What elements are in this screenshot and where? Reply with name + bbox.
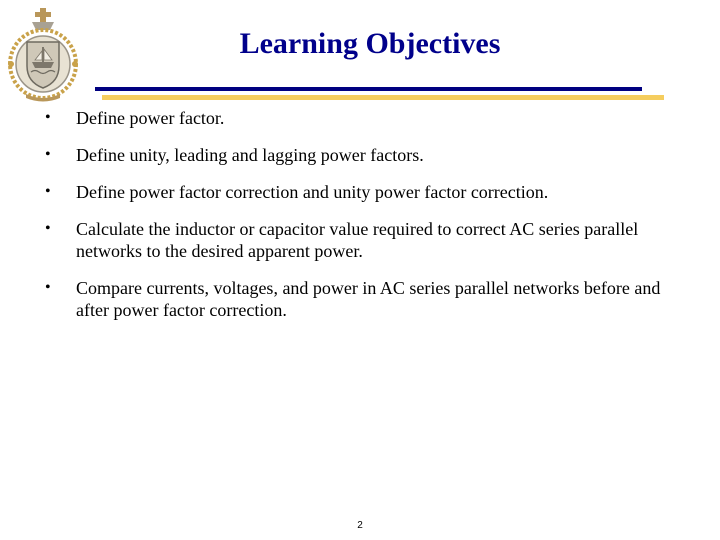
page-number: 2 xyxy=(357,520,363,531)
bullet-icon: • xyxy=(45,146,51,163)
bullet-icon: • xyxy=(45,183,51,200)
bullet-icon: • xyxy=(45,279,51,296)
objective-text: Compare currents, voltages, and power in AC series parallel networks before and after power factor correction. xyxy=(76,278,661,320)
objective-item xyxy=(41,277,681,321)
objective-text: Define power factor correction and unity power factor correction. xyxy=(76,182,549,202)
objective-item xyxy=(41,107,681,129)
title-underline-primary xyxy=(95,87,642,91)
objective-item xyxy=(41,181,681,203)
objective-item xyxy=(41,218,681,262)
bullet-icon: • xyxy=(45,220,51,237)
bullet-icon: • xyxy=(45,109,51,126)
objective-text: Define power factor. xyxy=(76,108,225,128)
objective-text: Calculate the inductor or capacitor value required to correct AC series parallel networks to the desired apparent power. xyxy=(76,219,639,261)
naval-academy-crest-icon xyxy=(6,6,80,104)
objective-item xyxy=(41,144,681,166)
objectives-list xyxy=(41,107,681,321)
objective-text: Define unity, leading and lagging power factors. xyxy=(76,145,424,165)
slide-title: Learning Objectives xyxy=(239,27,501,60)
title-underline-accent xyxy=(102,95,664,100)
